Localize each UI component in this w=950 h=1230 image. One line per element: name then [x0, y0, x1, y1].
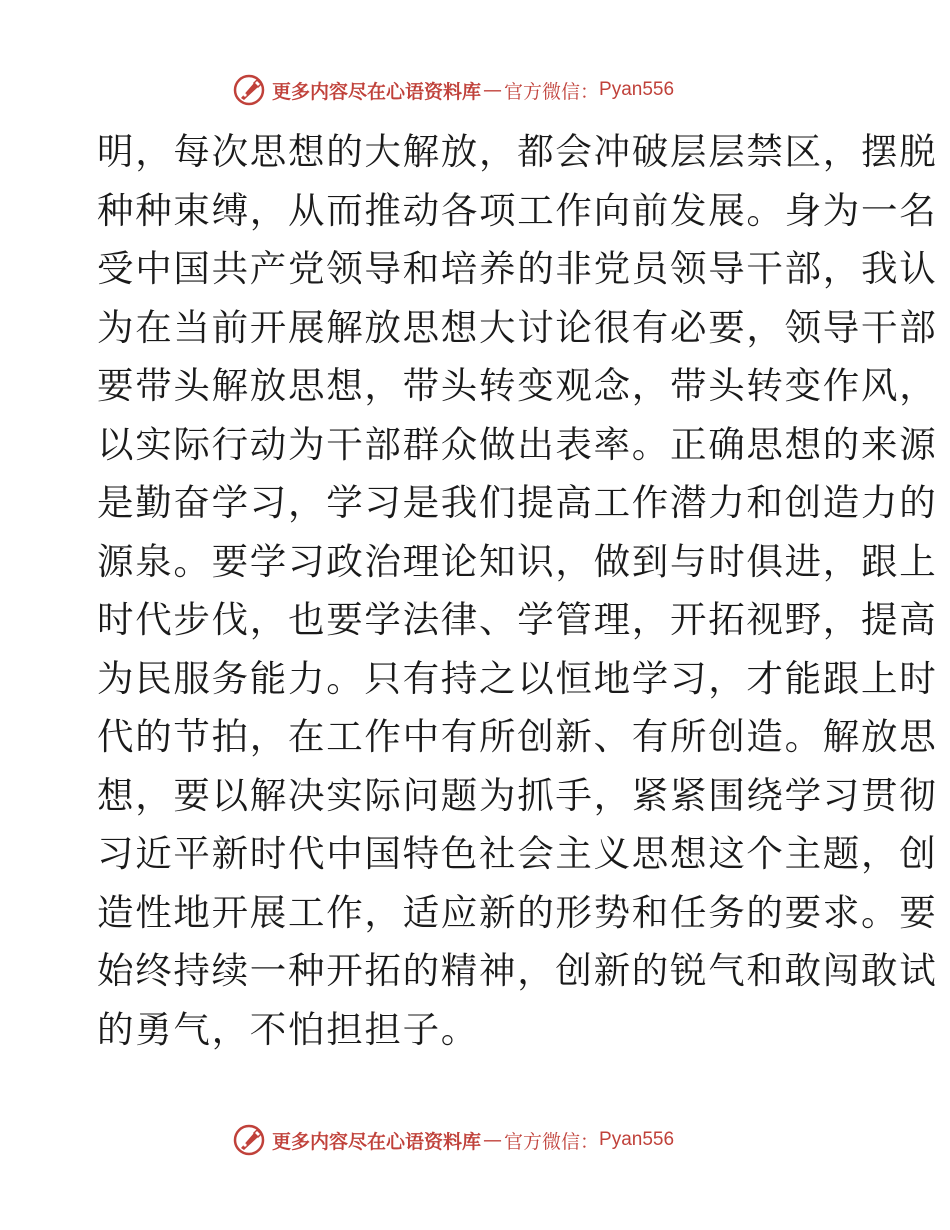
banner-separator: — [483, 1129, 503, 1151]
pen-nib-logo-icon [232, 1123, 266, 1157]
paragraph-line: 习近平新时代中国特色社会主义思想这个主题，创 [97, 832, 938, 875]
document-body [97, 123, 938, 1059]
paragraph-line: 始终持续一种开拓的精神，创新的锐气和敢闯敢试 [97, 949, 938, 992]
paragraph-line: 时代步伐，也要学法律、学管理，开拓视野，提高 [97, 598, 938, 641]
paragraph-line: 是勤奋学习，学习是我们提高工作潜力和创造力的 [97, 481, 938, 524]
paragraph-line: 以实际行动为干部群众做出表率。正确思想的来源 [97, 422, 938, 466]
official-wechat-label: 官方微信： [504, 80, 600, 103]
wechat-handle: Pyan556 [599, 79, 675, 100]
paragraph-line: 造性地开展工作，适应新的形势和任务的要求。要 [97, 890, 938, 934]
paragraph-line: 明，每次思想的大解放，都会冲破层层禁区，摆脱 [97, 130, 938, 173]
official-wechat-label: 官方微信： [504, 1130, 600, 1153]
paragraph-line: 受中国共产党领导和培养的非党员领导干部，我认 [97, 247, 938, 290]
promo-text: 更多内容尽在心语资料库 [272, 80, 482, 103]
paragraph-line: 为在当前开展解放思想大讨论很有必要，领导干部 [97, 305, 938, 349]
paragraph-line: 想，要以解决实际问题为抓手，紧紧围绕学习贯彻 [97, 773, 938, 817]
paragraph-line: 源泉。要学习政治理论知识，做到与时俱进，跟上 [97, 539, 938, 583]
paragraph-line: 为民服务能力。只有持之以恒地学习，才能跟上时 [97, 656, 938, 700]
footer-banner [232, 1120, 674, 1160]
wechat-handle: Pyan556 [599, 1129, 675, 1150]
paragraph-line: 的勇气，不怕担担子。 [97, 1007, 479, 1051]
header-banner [232, 70, 674, 110]
paragraph-line: 种种束缚，从而推动各项工作向前发展。身为一名 [97, 188, 938, 232]
paragraph-line: 代的节拍，在工作中有所创新、有所创造。解放思 [97, 715, 938, 758]
banner-separator: — [483, 79, 503, 101]
promo-text: 更多内容尽在心语资料库 [272, 1130, 482, 1153]
paragraph-line: 要带头解放思想，带头转变观念，带头转变作风， [97, 364, 938, 407]
pen-nib-logo-icon [232, 73, 266, 107]
